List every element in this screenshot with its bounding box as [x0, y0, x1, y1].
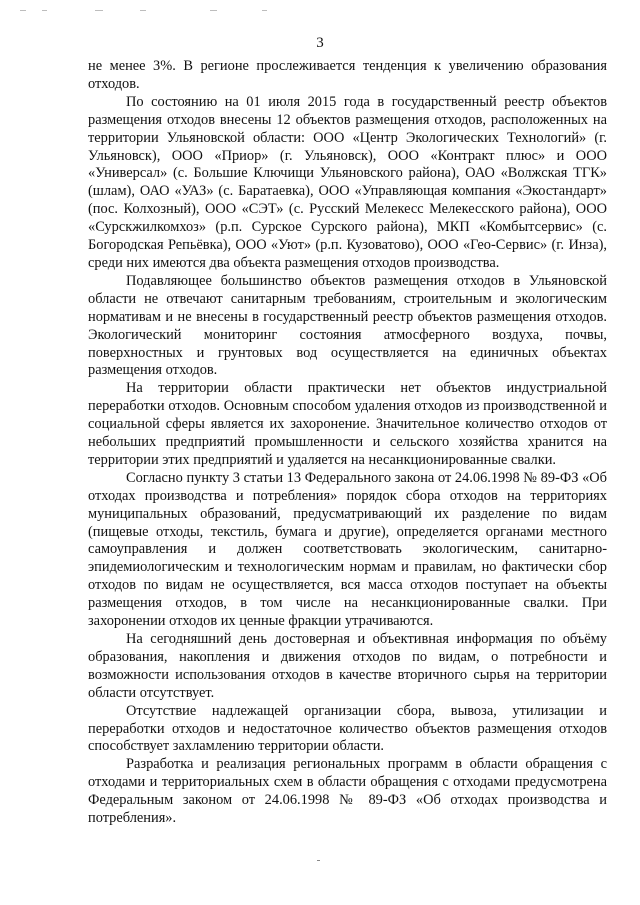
- paragraph: Разработка и реализация региональных программ в области обращения с отходами и территориальных схем в области обращения с отходами предусмотрена Федеральным законом от 24.06.1998 № 89-ФЗ «Об отходах производства и потребления».: [88, 756, 607, 827]
- scan-artifact: [20, 10, 26, 11]
- paragraph: Подавляющее большинство объектов размещения отходов в Ульяновской области не отвечают санитарным требованиям, строительным и экологическим нормативам и не внесены в государственный реестр объектов размещения отходов. Экологический мониторинг состояния атмосферного воздуха, почвы, поверхностных и грунтовых вод осуществляется на единичных объектах размещения отходов.: [88, 272, 607, 379]
- scan-artifact: [317, 860, 320, 861]
- paragraph: не менее 3%. В регионе прослеживается тенденция к увеличению образования отходов.: [88, 58, 607, 92]
- paragraph: Отсутствие надлежащей организации сбора, вывоза, утилизации и переработки отходов и недостаточное количество объектов размещения отходов способствует захламлению территории области.: [88, 702, 607, 755]
- paragraph: На территории области практически нет объектов индустриальной переработки отходов. Основным способом удаления отходов из производственной и социальной сферы является их захоронение. Значительное количество отходов от небольших предприятий промышленности и сельского хозяйства хранится на территории этих предприятий и удаляется на несанкционированные свалки.: [88, 380, 607, 468]
- scan-artifact: [95, 10, 103, 11]
- scan-artifact: [42, 10, 47, 11]
- scan-artifact: [210, 10, 217, 11]
- scan-artifact: [140, 10, 146, 11]
- scan-artifact: [262, 10, 267, 11]
- paragraph: На сегодняшний день достоверная и объективная информация по объёму образования, накопления и движения отходов по видам, о потребности и возможности использования отходов в качестве вторичного сырья на территории области отсутствует.: [88, 631, 607, 701]
- paragraph: По состоянию на 01 июля 2015 года в государственный реестр объектов размещения отходов внесены 12 объектов размещения отходов, расположенных на территории Ульяновской области: ООО «Центр Экологических Технологий» (г. Ульяновск), ООО «Приор» (г. Ульяновск), ООО «Контракт плюс» и ООО «Универсал» (с. Большие Ключищи Ульяновского района), ОАО «Волжская ТГК» (шлам), ОАО «УАЗ» (с. Баратаевка), ООО «Управляющая компания «Экостандарт» (пос. Колхозный), ООО «СЭТ» (с. Русский Мелекесс Мелекесского района), ООО «Сурскжилкомхоз» (р.п. Сурское Сурского района), МКП «Комбытсервис» (с. Богородская Репьёвка), ООО «Уют» (р.п. Кузоватово), ООО «Гео-Сервис» (г. Инза), среди них имеются два объекта размещения отходов производства.: [88, 93, 607, 271]
- paragraph: Согласно пункту 3 статьи 13 Федерального закона от 24.06.1998 № 89-ФЗ «Об отходах производства и потребления» порядок сбора отходов на территориях муниципальных образований, предусматривающий их разделение по видам (пищевые отходы, текстиль, бумага и другие), определяется органами местного самоуправления и должен соответствовать экологическим, санитарно-эпидемиологическим и технологическим нормам и правилам, но фактически сбор отходов по видам не осуществляется, вся масса отходов поступает на объекты размещения отходов, в том числе на несанкционированные свалки. При захоронении отходов их ценные фракции утрачиваются.: [88, 469, 607, 630]
- document-body: [88, 58, 607, 828]
- page-number: 3: [316, 35, 324, 51]
